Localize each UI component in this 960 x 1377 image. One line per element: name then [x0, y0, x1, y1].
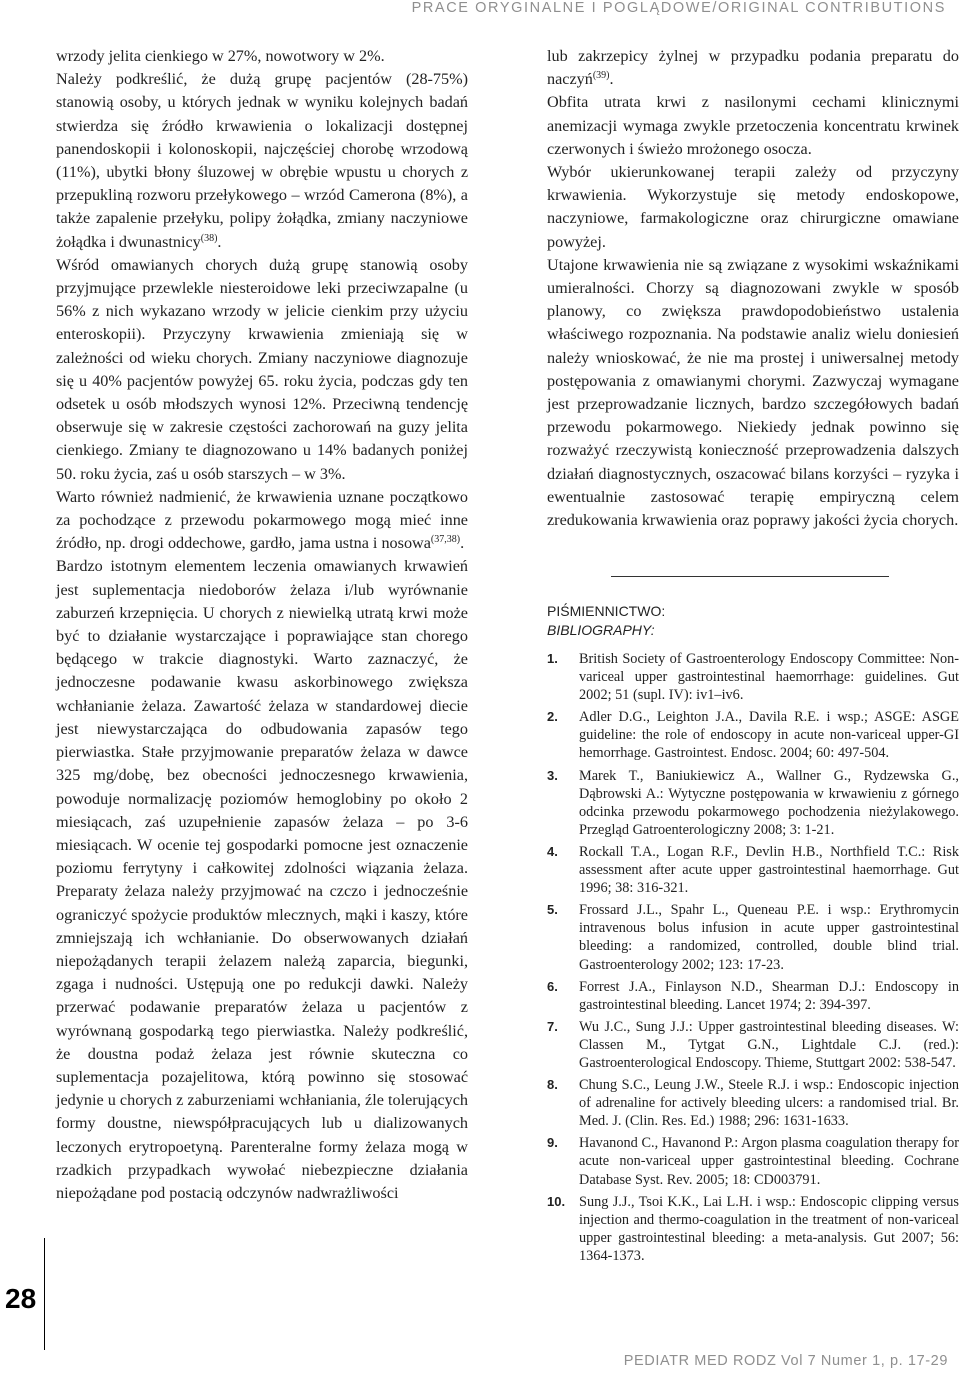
right-column	[547, 45, 959, 532]
reference-item	[547, 978, 959, 1014]
reference-text: Rockall T.A., Logan R.F., Devlin H.B., Northfield T.C.: Risk assessment after acute upper gastrointestinal haemorrhage. Gut 1996; 38: 316-321.	[579, 843, 959, 897]
reference-item	[547, 901, 959, 973]
paragraph: wrzody jelita cienkiego w 27%, nowotwory w 2%.	[56, 47, 385, 65]
reference-number: 2.	[547, 709, 558, 725]
paragraph: Obfita utrata krwi z nasilonymi cechami klinicznymi anemizacji wymaga zwykle przetoczenia koncentratu krwinek czerwonych i świeżo mrożonego osocza.	[547, 93, 959, 158]
reference-text: Forrest J.A., Finlayson N.D., Shearman D.J.: Endoscopy in gastrointestinal bleeding. Lancet 1974; 2: 394-397.	[579, 978, 959, 1013]
reference-text: Marek T., Baniukiewicz A., Wallner G., Rydzewska G., Dąbrowski A.: Wytyczne postępowania w krwawieniu z górnego odcinka przewodu pokarmowego pochodzenia nieżylakowego. Przegląd Gatroenterologiczny 2008; 3: 1-21.	[579, 767, 959, 838]
journal-footer: PEDIATR MED RODZ Vol 7 Numer 1, p. 17-29	[623, 1353, 948, 1369]
page-number-rule	[44, 1238, 45, 1350]
reference-item	[547, 843, 959, 897]
reference-item	[547, 1134, 959, 1188]
reference-number: 5.	[547, 902, 558, 918]
reference-item	[547, 708, 959, 762]
bibliography-heading-en: BIBLIOGRAPHY:	[547, 622, 655, 638]
left-column	[56, 45, 468, 1205]
page-number: 28	[5, 1283, 37, 1314]
reference-text: Wu J.C., Sung J.J.: Upper gastrointestinal bleeding diseases. W: Classen M., Tytgat G.N., Lightdale C.J. (red.): Gastroenterological Endoscopy. Thieme, Stuttgart 2002: 538-547.	[579, 1018, 959, 1071]
section-divider	[611, 576, 889, 577]
citation: (39)	[592, 70, 610, 82]
paragraph: lub zakrzepicy żylnej w przypadku podania preparatu do naczyń$^{(39)}$.	[547, 47, 959, 89]
reference-number: 1.	[547, 651, 558, 666]
reference-number: 8.	[547, 1077, 558, 1093]
reference-number: 10.	[547, 1193, 566, 1209]
bibliography-heading	[547, 602, 847, 640]
reference-item	[547, 1018, 959, 1072]
reference-number: 3.	[547, 767, 558, 783]
reference-number: 7.	[547, 1018, 558, 1034]
reference-text: Frossard J.L., Spahr L., Queneau P.E. i wsp.: Erythromycin intravenous bolus infusion in acute upper gastrointestinal bleeding: a randomized, controlled, double blind trial. Gastroenterology 2002; 123: 17-23.	[579, 902, 959, 973]
paragraph: Wśród omawianych chorych dużą grupę stanowią osoby przyjmujące przewlekle niesteroidowe leki przeciwzapalne (u 56% z nich wykazano wrzody w jelicie cienkim przy użyciu enteroskopii). Przyczyny krwawienia zmieniają się w zależności od wieku chorych. Zmiany naczyniowe diagnozuje się u 40% pacjentów powyżej 65. roku życia, podczas gdy ten odsetek u osób młodszych wynosi 12%. Przeciwną tendencję obserwuje się w zakresie częstości zachorowań na guzy jelita cienkiego. Zmiany te diagnozowano u 14% badanych poniżej 50. roku życia, zaś u osób starszych – w 3%.	[56, 255, 468, 483]
paragraph: Utajone krwawienia nie są związane z wysokimi wskaźnikami umieralności. Chorzy są diagnozowani zwykle w sposób planowy, co zwiększa prawdopodobieństwo ustalenia właściwego rozpoznania. Na podstawie analiz wielu doniesień należy wnioskować, że nie ma prostej i uniwersalnej metody postępowania z omawianymi chorymi. Zazwyczaj wymagane jest przeprowadzanie licznych, bardzo szczegółowych badań przewodu pokarmowego. Niekiedy jednak powinno się rozważyć rzeczywistą konieczność przeprowadzenia dalszych działań diagnostycznych, oszacować bilans korzyści – ryzyka i ewentualnie zastosować terapię empiryczną celem zredukowania krwawienia oraz poprawy jakości życia chorych.	[547, 255, 959, 530]
reference-number: 4.	[547, 843, 558, 859]
reference-list	[547, 650, 959, 1269]
paragraph: Należy podkreślić, że dużą grupę pacjentów (28-75%) stanowią osoby, u których jednak w wyniku kolejnych badań stwierdza się źródło krwawienia o lokalizacji dostępnej panendoskopii i kolonoskopii, najczęściej chorobę wrzodową (11%), ubytki błony śluzowej w obrębie wpustu u chorych z przepukliną rozworu przełykowego – wrzód Camerona (8%), a także zapalenie przełyku, polipy żołądka, zmiany naczyniowe żołądka i dwunastnicy$^{(38)}$.	[56, 70, 468, 251]
citation: (38)	[200, 232, 218, 244]
reference-item	[547, 1193, 959, 1265]
reference-text: British Society of Gastroenterology Endoscopy Committee: Non-variceal upper gastrointestinal haemorrhage: guidelines. Gut 2002; 51 (supl. IV): iv1–iv6.	[579, 651, 959, 704]
reference-text: Havanond C., Havanond P.: Argon plasma coagulation therapy for acute non-variceal upper gastrointestinal bleeding. Cochrane Database Syst. Rev. 2005; 18: CD003791.	[579, 1135, 959, 1188]
reference-text: Sung J.J., Tsoi K.K., Lai L.H. i wsp.: Endoscopic clipping versus injection and thermo-coagulation in the treatment of non-variceal upper gastrointestinal bleeding: a meta-analysis. Gut 2007; 56: 1364-1373.	[579, 1193, 959, 1264]
reference-text: Chung S.C., Leung J.W., Steele R.J. i wsp.: Endoscopic injection of adrenaline for actively bleeding ulcers: a randomised trial. Br. Med. J. (Clin. Res. Ed.) 1988; 296: 1631-1633.	[579, 1077, 959, 1130]
running-header: PRACE ORYGINALNE I POGLĄDOWE/ORIGINAL CONTRIBUTIONS	[411, 0, 946, 16]
reference-item	[547, 767, 959, 839]
reference-number: 6.	[547, 978, 558, 994]
paragraph: Wybór ukierunkowanej terapii zależy od przyczyny krwawienia. Wykorzystuje się metody endoskopowe, naczyniowe, farmakologiczne oraz chirurgiczne omawiane powyżej.	[547, 163, 959, 251]
paragraph: Bardzo istotnym elementem leczenia omawianych krwawień jest suplementacja niedoborów żelaza i/lub wyrównanie zaburzeń krzepnięcia. U chorych z niewielką utratą krwi może być to działanie wystarczające i poprawiające stan chorego będącego w trakcie diagnostyki. Warto zaznaczyć, że jednoczesne podawanie kwasu askorbinowego zwiększa wchłanianie żelaza. Zawartość żelaza w standardowej diecie jest niewystarczająca do odbudowania zapasów tego pierwiastka. Stałe przyjmowanie preparatów żelaza w dawce 325 mg/dobę, bez obecności jednoczesnego krwawienia, powoduje normalizację poziomów hemoglobiny po około 2 miesiącach, zaś uzupełnienie zapasów żelaza – po 3-6 miesiącach. W ocenie tej gospodarki pomocne jest oznaczenie poziomu ferrytyny i całkowitej zdolności wiązania żelaza. Preparaty żelaza należy przyjmować na czczo i jednocześnie ograniczyć spożycie produktów mlecznych, mąki i kaszy, które zmniejszają ich wchłanianie. Do obserwowanych działań niepożądanych terapii żelazem należą zaparcia, biegunki, zgaga i nudności. Ustępują one po redukcji dawki. Należy przerwać podawanie preparatów żelaza u pacjentów z wyrównaną gospodarką tego pierwiastka. Należy podkreślić, że doustna podaż żelaza jest równie skuteczna co suplementacja pozajelitowa, którą powinno się stosować jedynie u chorych z zaburzeniami wchłaniania, źle tolerujących formy doustne, niewspółpracujących lub u dializowanych leczonych erytropoetyną. Parenteralne formy żelaza mogą w rzadkich przypadkach wywołać niebezpieczne działania niepożądane pod postacią odczynów nadwrażliwości	[56, 557, 468, 1202]
bibliography-heading-pl: PIŚMIENNICTWO:	[547, 603, 666, 619]
paragraph: Warto również nadmienić, że krwawienia uznane początkowo za pochodzące z przewodu pokarmowego mogą mieć inne źródło, np. drogi oddechowe, gardło, jama ustna i nosowa$^{(37,38)}$.	[56, 487, 468, 553]
reference-text: Adler D.G., Leighton J.A., Davila R.E. i wsp.; ASGE: ASGE guideline: the role of endoscopy in acute non-variceal upper-GI hemorrhage. Gastrointest. Endosc. 2004; 60: 497-504.	[579, 709, 959, 762]
reference-item	[547, 650, 959, 704]
citation: (37,38)	[430, 534, 461, 546]
reference-number: 9.	[547, 1135, 558, 1151]
reference-item	[547, 1076, 959, 1130]
